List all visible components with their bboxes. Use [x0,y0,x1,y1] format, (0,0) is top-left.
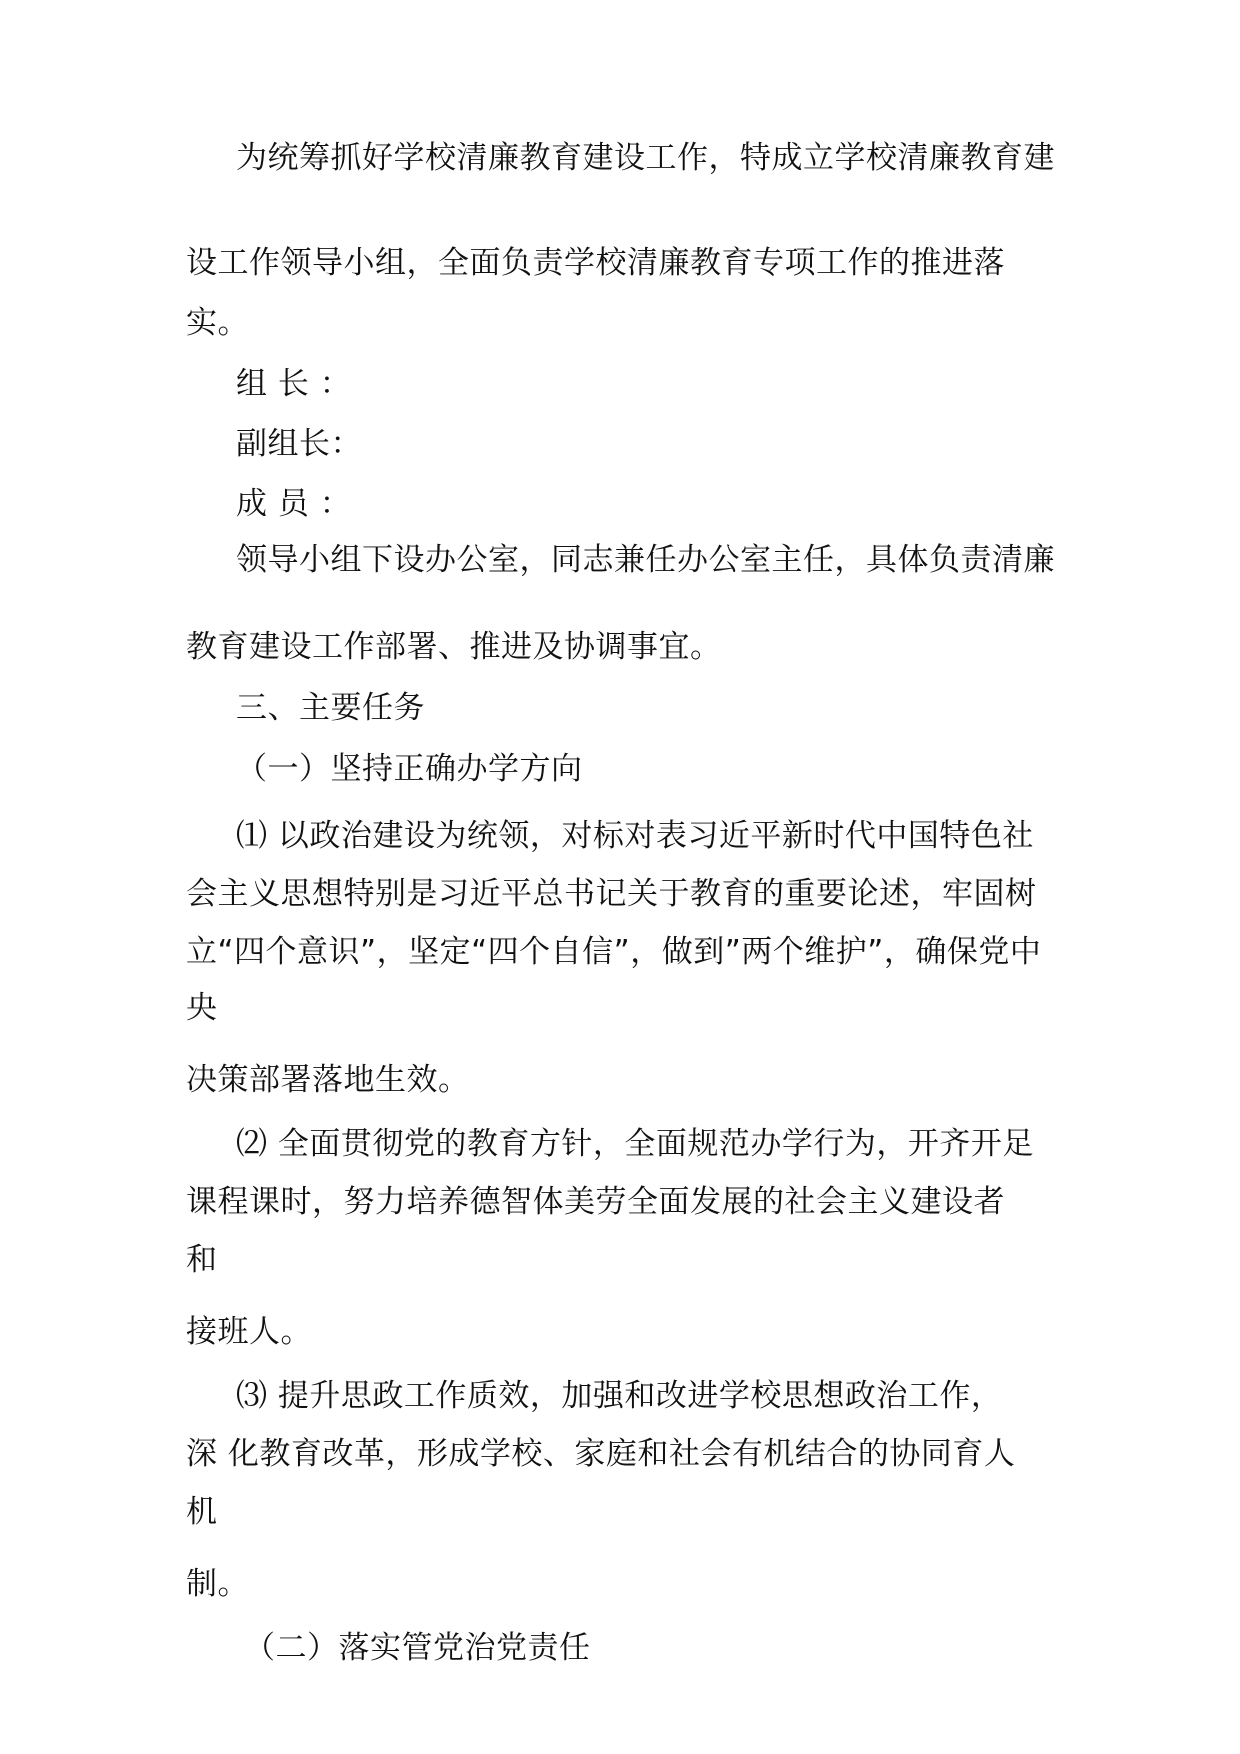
paragraph-line: 为统筹抓好学校清廉教育建设工作，特成立学校清廉教育建 [236,140,1055,176]
paragraph-line: 领导小组下设办公室，同志兼任办公室主任，具体负责清廉 [236,542,1055,578]
members-label: 成 员 ： [236,486,352,522]
paragraph-line: 和 [186,1242,218,1278]
paragraph-line: 设工作领导小组，全面负责学校清廉教育专项工作的推进落 [186,245,1005,281]
paragraph-line: 深 化教育改革，形成学校、家庭和社会有机结合的协同育人 [186,1436,1016,1472]
subsection-heading: （二）落实管党治党责任 [244,1630,591,1666]
subsection-heading: （一）坚持正确办学方向 [236,751,583,787]
paragraph-line: ⑶ 提升思政工作质效，加强和改进学校思想政治工作， [236,1378,1003,1414]
paragraph-line: 课程课时，努力培养德智体美劳全面发展的社会主义建设者 [186,1184,1005,1220]
paragraph-line: 会主义思想特别是习近平总书记关于教育的重要论述，牢固树 [186,876,1037,912]
deputy-leader-label: 副组长： [236,426,362,462]
paragraph-line: 实。 [186,305,249,341]
section-heading: 三、主要任务 [236,690,425,726]
team-leader-label: 组 长 ： [236,366,352,402]
paragraph-line: 教育建设工作部署、推进及协调事宜。 [186,629,722,665]
paragraph-line: 制。 [186,1566,249,1602]
paragraph-line: 央 [186,990,218,1026]
paragraph-line: 立“四个意识”，坚定“四个自信”，做到”两个维护”，确保党中 [186,934,1042,970]
paragraph-line: 接班人。 [186,1314,312,1350]
paragraph-line: ⑴ 以政治建设为统领，对标对表习近平新时代中国特色社 [236,818,1034,854]
paragraph-line: 决策部署落地生效。 [186,1062,470,1098]
paragraph-line: ⑵ 全面贯彻党的教育方针，全面规范办学行为，开齐开足 [236,1126,1034,1162]
paragraph-line: 机 [186,1494,218,1530]
